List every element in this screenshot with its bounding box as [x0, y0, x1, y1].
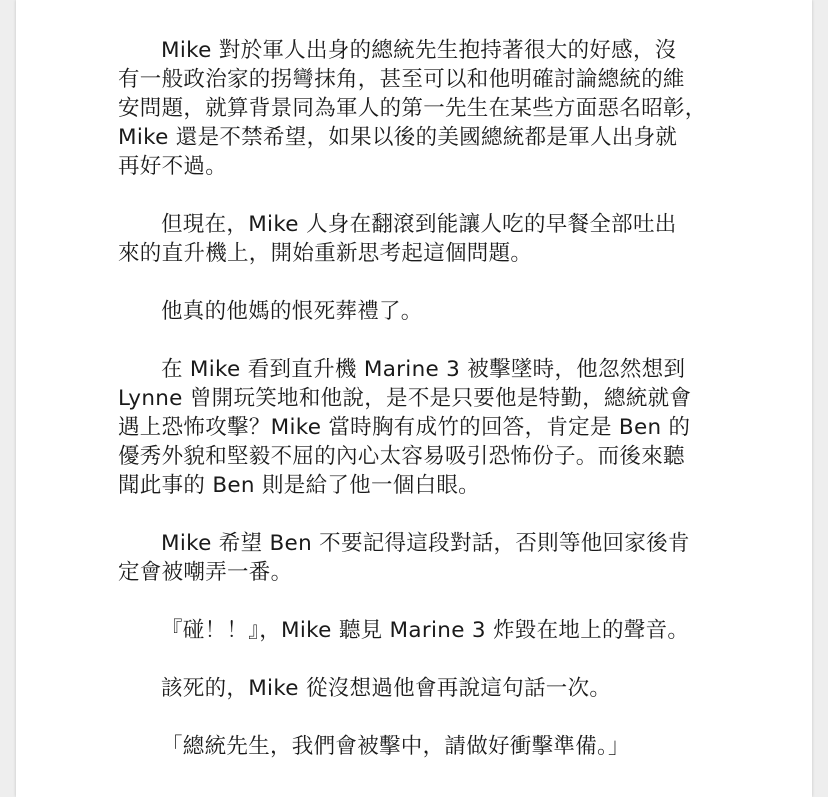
paragraph-2: 但現在，Mike 人身在翻滾到能讓人吃的早餐全部吐出 來的直升機上，開始重新思考起這個問題。 — [118, 212, 677, 266]
paragraph-6: 『碰！！』，Mike 聽見 Marine 3 炸毀在地上的聲音。 — [161, 618, 690, 643]
paragraph-8: 「總統先生，我們會被擊中，請做好衝擊準備。」 — [161, 734, 630, 759]
paragraph-4: 在 Mike 看到直升機 Marine 3 被擊墜時，他忽然想到 Lynne 曾開玩笑地和他說，是不是只要他是特勤，總統就會 遇上恐怖攻擊？Mike 當時胸有成竹的回答，肯定是 Ben 的 優秀外貌和堅毅不屈的內心太容易吸引恐怖份子。而後來聽 聞此事的 Ben 則是給了他一個白眼。 — [118, 357, 692, 498]
paragraph-7: 該死的，Mike 從沒想過他會再說這句話一次。 — [161, 676, 612, 701]
text-body — [118, 36, 718, 761]
document-page — [16, 0, 812, 797]
paragraph-5: Mike 希望 Ben 不要記得這段對話，否則等他回家後肯 定會被嘲弄一番。 — [118, 531, 690, 585]
paragraph-3: 他真的他媽的恨死葬禮了。 — [161, 299, 423, 324]
paragraph-1: Mike 對於軍人出身的總統先生抱持著很大的好感，沒 有一般政治家的拐彎抹角，甚至可以和他明確討論總統的維 安問題，就算背景同為軍人的第一先生在某些方面惡名昭彰， Mike 還是不禁希望，如果以後的美國總統都是軍人出身就 再好不過。 — [118, 38, 707, 179]
